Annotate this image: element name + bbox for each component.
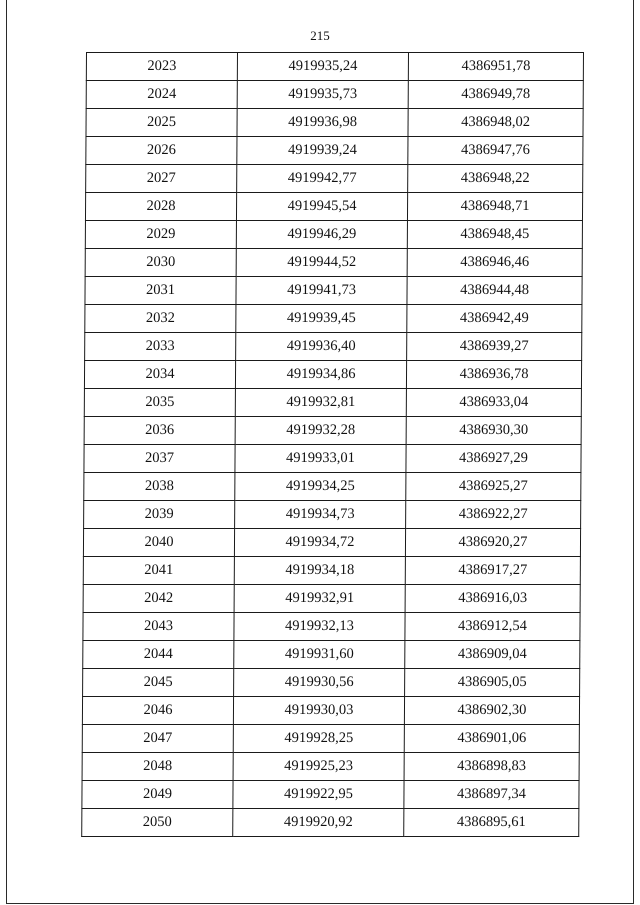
table-row [82,725,579,753]
point-number-cell: 2032 [85,305,236,333]
table-row [82,781,579,809]
x-coordinate-cell: 4919922,95 [233,781,404,809]
x-coordinate-cell: 4919934,25 [235,473,406,501]
x-coordinate-cell: 4919946,29 [236,221,407,249]
x-coordinate-cell: 4919932,28 [235,417,406,445]
table-row [84,417,581,445]
y-coordinate-cell: 4386897,34 [404,781,579,809]
x-coordinate-cell: 4919932,13 [234,613,405,641]
y-coordinate-cell: 4386902,30 [404,697,579,725]
x-coordinate-cell: 4919931,60 [234,641,405,669]
y-coordinate-cell: 4386930,30 [406,417,581,445]
x-coordinate-cell: 4919941,73 [236,277,407,305]
y-coordinate-cell: 4386933,04 [406,389,581,417]
point-number-cell: 2025 [86,109,237,137]
table-row [83,641,580,669]
point-number-cell: 2044 [83,641,234,669]
point-number-cell: 2043 [83,613,234,641]
x-coordinate-cell: 4919930,03 [233,697,404,725]
point-number-cell: 2041 [83,557,234,585]
x-coordinate-cell: 4919939,24 [237,137,408,165]
table-row [86,137,583,165]
y-coordinate-cell: 4386925,27 [406,473,581,501]
y-coordinate-cell: 4386912,54 [405,613,580,641]
table-row [85,249,582,277]
y-coordinate-cell: 4386948,45 [407,221,582,249]
point-number-cell: 2040 [83,529,234,557]
point-number-cell: 2027 [86,165,237,193]
x-coordinate-cell: 4919925,23 [233,753,404,781]
x-coordinate-cell: 4919920,92 [233,809,404,837]
x-coordinate-cell: 4919934,18 [234,557,405,585]
point-number-cell: 2049 [82,781,233,809]
x-coordinate-cell: 4919932,91 [234,585,405,613]
y-coordinate-cell: 4386947,76 [408,137,583,165]
table-row [84,389,581,417]
table-row [83,669,580,697]
table-row [85,305,582,333]
table-row [84,473,581,501]
y-coordinate-cell: 4386927,29 [406,445,581,473]
table-row [85,277,582,305]
point-number-cell: 2042 [83,585,234,613]
x-coordinate-cell: 4919945,54 [236,193,407,221]
table-row [83,529,580,557]
y-coordinate-cell: 4386942,49 [407,305,582,333]
point-number-cell: 2045 [83,669,234,697]
table-row [84,501,581,529]
point-number-cell: 2031 [85,277,236,305]
y-coordinate-cell: 4386944,48 [407,277,582,305]
table-row [83,557,580,585]
y-coordinate-cell: 4386948,22 [408,165,583,193]
table-row [82,753,579,781]
y-coordinate-cell: 4386916,03 [405,585,580,613]
point-number-cell: 2050 [82,809,233,837]
point-number-cell: 2030 [85,249,236,277]
point-number-cell: 2034 [84,361,235,389]
point-number-cell: 2047 [82,725,233,753]
point-number-cell: 2046 [82,697,233,725]
table-row [83,585,580,613]
x-coordinate-cell: 4919934,86 [235,361,406,389]
point-number-cell: 2028 [85,193,236,221]
y-coordinate-cell: 4386909,04 [405,641,580,669]
y-coordinate-cell: 4386939,27 [407,333,582,361]
x-coordinate-cell: 4919928,25 [233,725,404,753]
table-row [85,193,582,221]
table-row [84,445,581,473]
table-row [86,53,583,81]
table-row [84,361,581,389]
y-coordinate-cell: 4386920,27 [405,529,580,557]
point-number-cell: 2029 [85,221,236,249]
y-coordinate-cell: 4386905,05 [405,669,580,697]
y-coordinate-cell: 4386949,78 [408,81,583,109]
y-coordinate-cell: 4386922,27 [406,501,581,529]
x-coordinate-cell: 4919933,01 [235,445,406,473]
point-number-cell: 2036 [84,417,235,445]
page-number: 215 [310,28,330,43]
point-number-cell: 2026 [86,137,237,165]
x-coordinate-cell: 4919936,98 [237,109,408,137]
table-row [86,165,583,193]
table-row [82,697,579,725]
table-row [82,809,579,837]
x-coordinate-cell: 4919936,40 [236,333,407,361]
x-coordinate-cell: 4919942,77 [237,165,408,193]
table-row [85,221,582,249]
point-number-cell: 2023 [86,53,237,81]
coordinates-table-body [82,53,584,837]
x-coordinate-cell: 4919934,73 [235,501,406,529]
y-coordinate-cell: 4386946,46 [407,249,582,277]
y-coordinate-cell: 4386948,02 [408,109,583,137]
x-coordinate-cell: 4919930,56 [234,669,405,697]
x-coordinate-cell: 4919939,45 [236,305,407,333]
point-number-cell: 2033 [85,333,236,361]
point-number-cell: 2037 [84,445,235,473]
y-coordinate-cell: 4386895,61 [404,809,579,837]
x-coordinate-cell: 4919934,72 [234,529,405,557]
table-row [86,109,583,137]
y-coordinate-cell: 4386951,78 [408,53,583,81]
y-coordinate-cell: 4386901,06 [404,725,579,753]
x-coordinate-cell: 4919935,73 [237,81,408,109]
point-number-cell: 2039 [84,501,235,529]
coordinates-table [81,52,584,837]
x-coordinate-cell: 4919932,81 [235,389,406,417]
y-coordinate-cell: 4386936,78 [406,361,581,389]
point-number-cell: 2048 [82,753,233,781]
table-row [83,613,580,641]
table-row [85,333,582,361]
point-number-cell: 2024 [86,81,237,109]
x-coordinate-cell: 4919935,24 [237,53,408,81]
x-coordinate-cell: 4919944,52 [236,249,407,277]
y-coordinate-cell: 4386898,83 [404,753,579,781]
point-number-cell: 2035 [84,389,235,417]
y-coordinate-cell: 4386917,27 [405,557,580,585]
coordinates-table-wrapper [81,52,582,837]
point-number-cell: 2038 [84,473,235,501]
y-coordinate-cell: 4386948,71 [407,193,582,221]
table-row [86,81,583,109]
